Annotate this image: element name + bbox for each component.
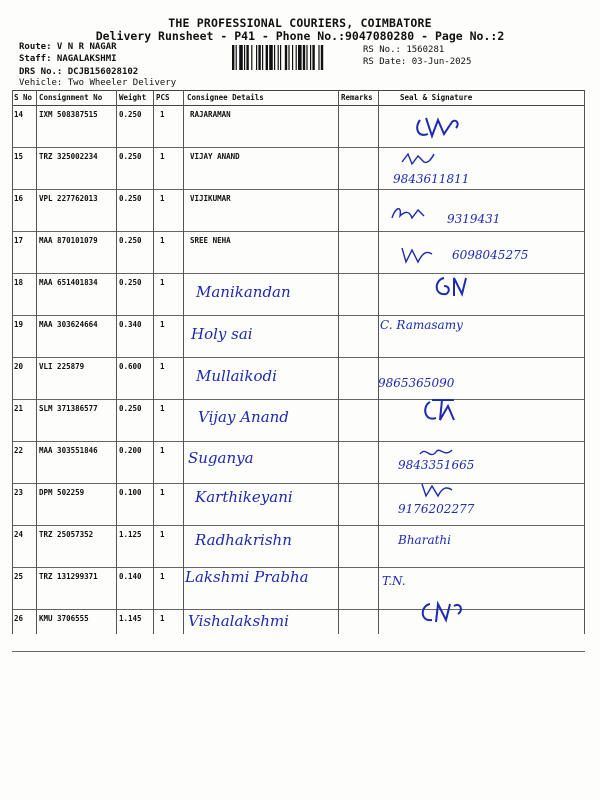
row-sno: 21 [14,404,24,413]
route-label: Route: V N R NAGAR [19,42,117,52]
table-row [12,484,585,526]
row-consignee: RAJARAMAN [190,110,231,119]
barcode-bar [296,45,297,70]
handwritten-consignee-name: Lakshmi Prabha [185,568,309,586]
row-weight: 0.250 [119,236,142,245]
barcode-bar [306,45,307,70]
handwritten-consignee-name: Manikandan [196,283,291,301]
row-sno: 16 [14,194,24,203]
row-consignment-no: VLI 225879 [39,362,85,371]
column-divider [153,90,154,634]
row-sno: 25 [14,572,24,581]
barcode-bar [318,45,319,70]
row-weight: 0.140 [119,572,142,581]
row-consignment-no: TRZ 325002234 [39,152,98,161]
barcode-bar [246,45,248,70]
table-row [12,358,585,400]
row-consignment-no: IXM 508387515 [39,110,98,119]
row-sno: 17 [14,236,24,245]
row-sno: 20 [14,362,24,371]
row-consignment-no: MAA 870101079 [39,236,98,245]
rs-number: RS No.: 1560281 [363,45,445,55]
barcode-bar [266,45,268,70]
row-consignee: VIJAY ANAND [190,152,240,161]
barcode-bar [274,45,275,70]
signature-scribble-icon [398,244,438,266]
row-weight: 0.200 [119,446,142,455]
row-weight: 0.250 [119,404,142,413]
row-consignment-no: MAA 651401834 [39,278,98,287]
row-weight: 0.250 [119,278,142,287]
handwritten-consignee-name: Holy sai [191,325,253,343]
row-pcs: 1 [160,614,165,623]
row-pcs: 1 [160,194,165,203]
signature-mark-icon [420,396,460,426]
row-pcs: 1 [160,152,165,161]
handwritten-signature-note: C. Ramasamy [380,318,463,332]
handwritten-signature-note: 6098045275 [452,248,529,262]
handwritten-signature-note: 9843611811 [393,172,470,186]
vehicle-label: Vehicle: Two Wheeler Delivery [19,78,177,88]
table-row [12,400,585,442]
barcode-bar [258,45,260,70]
column-divider [116,90,117,634]
handwritten-signature-note: 9319431 [447,212,501,226]
row-weight: 0.600 [119,362,142,371]
barcode-bar [232,45,234,70]
table-header [12,90,585,106]
row-pcs: 1 [160,404,165,413]
barcode-bar [312,45,314,70]
row-consignment-no: KMU 3706555 [39,614,89,623]
rs-date: RS Date: 03-Jun-2025 [363,57,472,67]
table-row [12,442,585,484]
barcode-bar [269,45,273,70]
row-consignment-no: TRZ 25057352 [39,530,94,539]
col-pcs: PCS [156,93,170,102]
company-title: THE PROFESSIONAL COURIERS, COIMBATORE [168,16,432,30]
drs-number: DRS No.: DCJB156028102 [19,67,139,77]
row-weight: 0.250 [119,110,142,119]
staff-label: Staff: NAGALAKSHMI [19,54,117,64]
row-pcs: 1 [160,236,165,245]
column-divider [36,90,37,634]
barcode-icon [232,45,356,70]
column-divider [338,90,339,634]
row-weight: 0.340 [119,320,142,329]
row-weight: 1.145 [119,614,142,623]
row-sno: 26 [14,614,24,623]
row-consignment-no: TRZ 131299371 [39,572,98,581]
table-row [12,106,585,148]
barcode-bar [236,45,237,70]
row-pcs: 1 [160,320,165,329]
row-consignment-no: VPL 227762013 [39,194,98,203]
table-row [12,526,585,568]
row-sno: 14 [14,110,24,119]
row-weight: 0.250 [119,152,142,161]
row-sno: 15 [14,152,24,161]
row-pcs: 1 [160,446,165,455]
row-weight: 0.100 [119,488,142,497]
row-sno: 24 [14,530,24,539]
table-row [12,316,585,358]
handwritten-signature-note: Bharathi [398,533,451,547]
table-row [12,274,585,316]
row-consignee: VIJIKUMAR [190,194,231,203]
row-consignment-no: SLM 371386577 [39,404,98,413]
col-consignee: Consignee Details [187,93,264,102]
handwritten-consignee-name: Mullaikodi [196,367,277,385]
barcode-bar [298,45,302,70]
barcode-bar [285,45,287,70]
handwritten-signature-note: T.N. [382,574,406,588]
handwritten-consignee-name: Radhakrishn [195,531,292,549]
column-divider [584,90,585,634]
col-sno: S No [14,93,33,102]
row-sno: 18 [14,278,24,287]
barcode-bar [262,45,263,70]
handwritten-consignee-name: Karthikeyani [195,488,293,506]
column-divider [12,90,13,634]
row-pcs: 1 [160,362,165,371]
table-row [12,148,585,190]
row-pcs: 1 [160,110,165,119]
row-pcs: 1 [160,488,165,497]
signature-scribble-icon [416,480,456,498]
handwritten-consignee-name: Suganya [188,449,254,467]
handwritten-signature-note: 9865365090 [378,376,455,390]
signature-mark-icon [412,114,464,142]
barcode-bar [239,45,243,70]
barcode-bar [280,45,281,70]
barcode-bar [310,45,311,70]
row-consignee: SREE NEHA [190,236,231,245]
row-pcs: 1 [160,278,165,287]
column-divider [378,90,379,634]
barcode-bar [251,45,252,70]
signature-mark-icon [416,598,468,626]
barcode-bar [244,45,245,70]
col-weight: Weight [119,93,147,102]
barcode-bar [288,45,289,70]
handwritten-signature-note: 9176202277 [398,502,475,516]
row-pcs: 1 [160,530,165,539]
handwritten-signature-note: 9843351665 [398,458,475,472]
row-consignment-no: MAA 303624664 [39,320,98,329]
handwritten-consignee-name: Vishalakshmi [188,612,289,630]
row-weight: 1.125 [119,530,142,539]
column-divider [183,90,184,634]
signature-scribble-icon [398,150,438,168]
signature-scribble-icon [388,204,428,224]
row-consignment-no: DPM 502259 [39,488,85,497]
col-consignment: Consignment No [39,93,103,102]
col-seal-signature: Seal & Signature [400,93,473,102]
barcode-bar [303,45,305,70]
row-weight: 0.250 [119,194,142,203]
handwritten-consignee-name: Vijay Anand [198,408,289,426]
runsheet-subtitle: Delivery Runsheet - P41 - Phone No.:9047080280 - Page No.:2 [95,29,505,43]
row-sno: 22 [14,446,24,455]
table-row [12,610,585,652]
row-consignment-no: MAA 303551846 [39,446,98,455]
barcode-bar [278,45,279,70]
row-sno: 19 [14,320,24,329]
row-pcs: 1 [160,572,165,581]
row-sno: 23 [14,488,24,497]
barcode-bar [292,45,293,70]
signature-mark-icon [430,272,474,302]
barcode-bar [321,45,323,70]
barcode-bar [256,45,257,70]
col-remarks: Remarks [341,93,373,102]
